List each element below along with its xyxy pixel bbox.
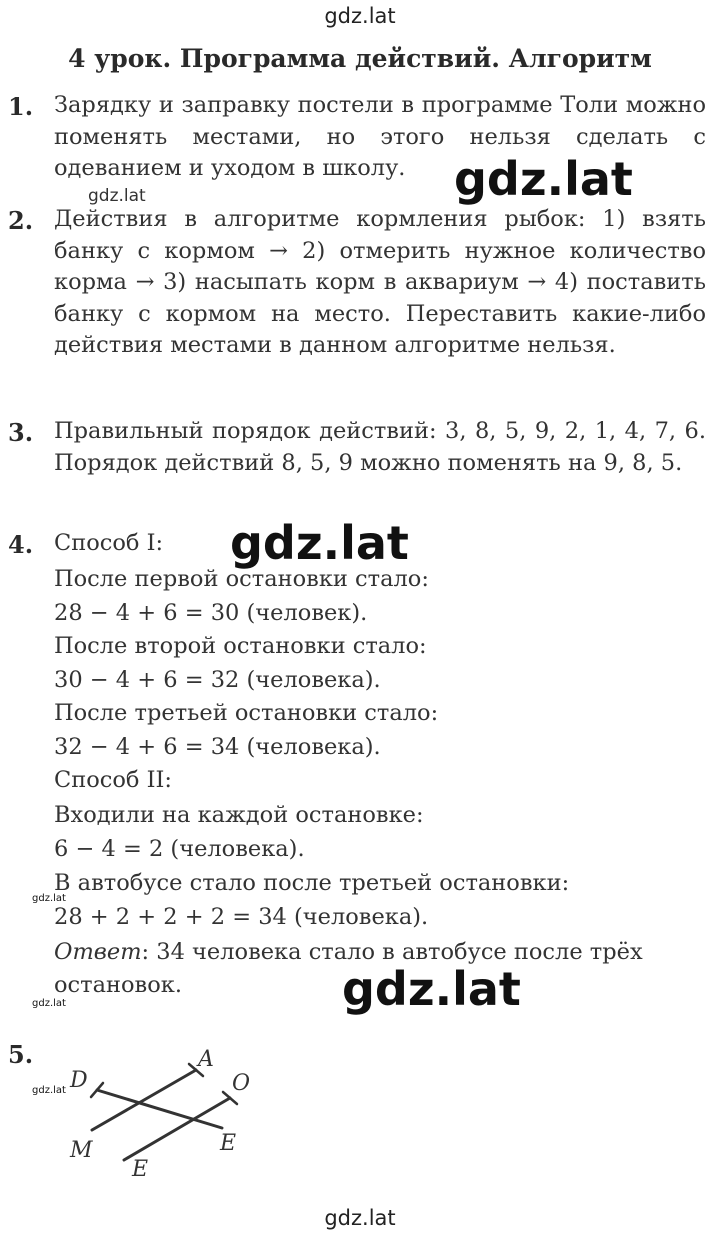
task-2-text: Действия в алгоритме кормления рыбок: 1) взять банку с кормом → 2) отмерить нужное количество корма → 3) насыпать корм в аквариум → 4) поставить банку с кормом на место. Переставить какие-либо действия местами в данном алгоритме нельзя. [54, 206, 706, 358]
task-4-line: 32 − 4 + 6 = 34 (человека). [54, 734, 381, 760]
item-number-5: 5. [8, 1040, 34, 1069]
watermark-top: gdz.lat [324, 4, 396, 28]
task-4-answer-end: остановок. [54, 972, 182, 998]
answer-text: : 34 человека стало в автобусе после трёх [141, 939, 643, 965]
task-4-line: В автобусе стало после третьей остановки: [54, 870, 570, 896]
watermark-small-1: gdz.lat [32, 893, 66, 904]
item-number-1: 1. [8, 92, 34, 121]
answer-label: Ответ [54, 939, 142, 965]
segment-ma [92, 1070, 196, 1130]
watermark-bottom: gdz.lat [324, 1206, 396, 1230]
watermark-large-3: gdz.lat [342, 962, 521, 1016]
task-4-line: Входили на каждой остановке: [54, 802, 424, 828]
task-4-line: 28 + 2 + 2 + 2 = 34 (человека). [54, 904, 429, 930]
label-e-right: E [220, 1131, 237, 1156]
segment-eo [124, 1098, 230, 1160]
segment-de [97, 1090, 222, 1128]
watermark-mid-1: gdz.lat [88, 186, 146, 206]
item-number-3: 3. [8, 418, 34, 447]
task-4-line: Способ I: [54, 530, 164, 556]
watermark-small-2: gdz.lat [32, 998, 66, 1009]
task-4-line: После первой остановки стало: [54, 566, 429, 592]
task-4-line: После второй остановки стало: [54, 633, 427, 659]
page-title: 4 урок. Программа действий. Алгоритм [68, 44, 652, 73]
watermark-large-1: gdz.lat [454, 152, 633, 206]
task-4-line: Способ II: [54, 767, 172, 793]
label-m: M [70, 1138, 93, 1163]
task-1-text: Зарядку и заправку постели в программе Толи можно поменять местами, но этого нельзя сделать с одеванием и уходом в школу. [54, 92, 706, 181]
label-e-bottom: E [132, 1157, 149, 1182]
task-3-text: Правильный порядок действий: 3, 8, 5, 9, 2, 1, 4, 7, 6. Порядок действий 8, 5, 9 можно поменять на 9, 8, 5. [54, 418, 706, 476]
label-a: A [198, 1047, 214, 1072]
task-4-line: 30 − 4 + 6 = 32 (человека). [54, 667, 381, 693]
watermark-large-2: gdz.lat [230, 516, 409, 570]
label-o: O [232, 1071, 251, 1096]
item-number-4: 4. [8, 530, 34, 559]
task-4-line: 28 − 4 + 6 = 30 (человек). [54, 600, 368, 626]
task-4-line: 6 − 4 = 2 (человека). [54, 836, 305, 862]
label-d: D [70, 1068, 88, 1093]
watermark-small-3: gdz.lat [32, 1085, 66, 1096]
task-4-line: После третьей остановки стало: [54, 700, 439, 726]
item-number-2: 2. [8, 206, 34, 235]
